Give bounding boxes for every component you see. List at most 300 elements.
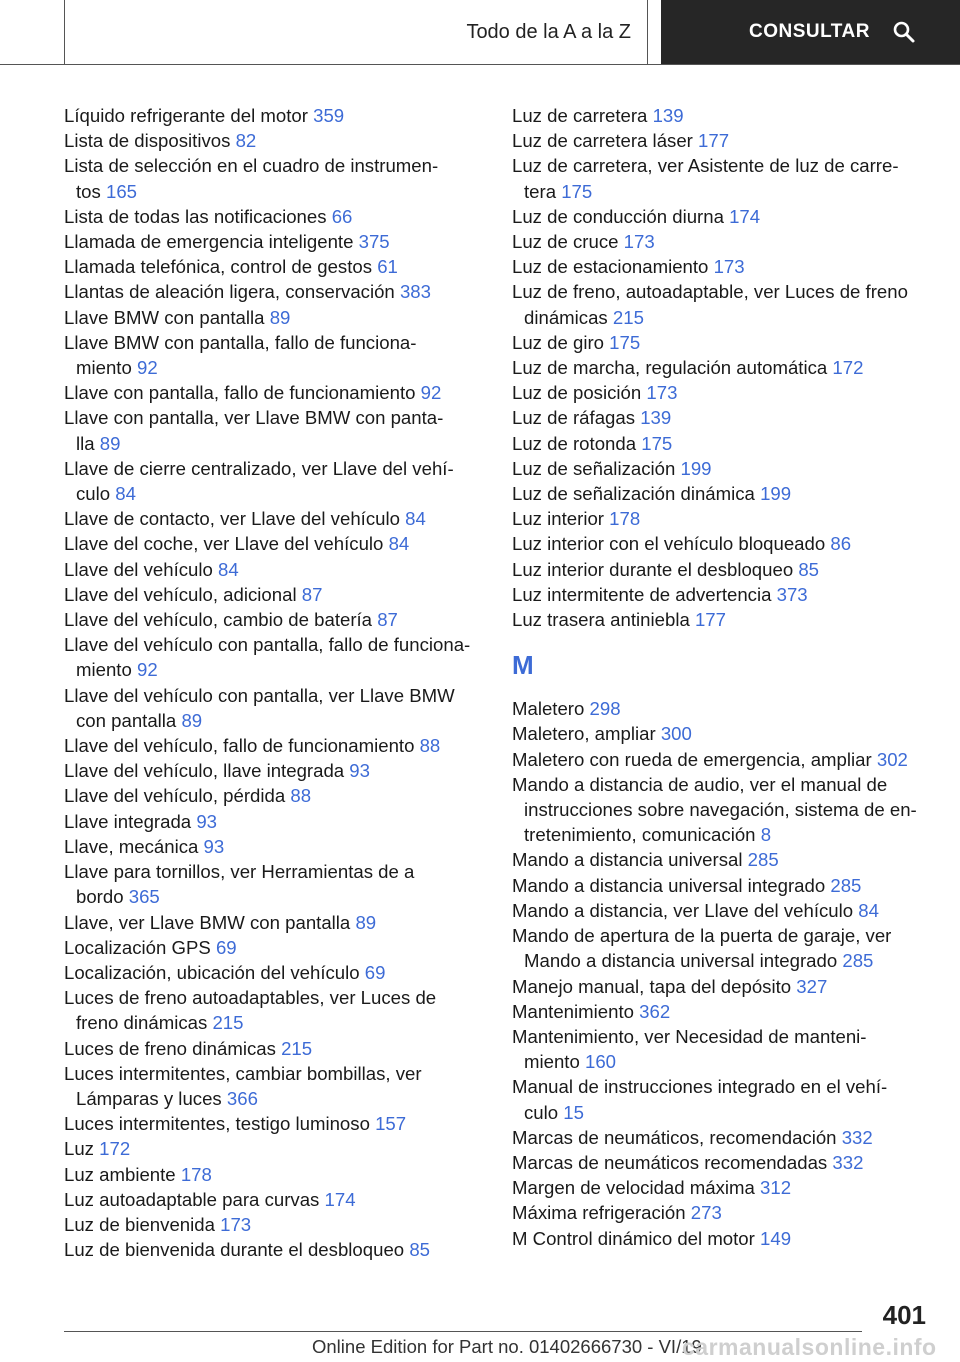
index-entry-text: Luz de rotonda — [512, 432, 637, 454]
index-entry — [512, 128, 932, 153]
index-entry — [512, 405, 932, 430]
index-entry-text: bordo — [76, 886, 124, 908]
index-entry-line — [64, 1061, 484, 1086]
index-entry — [64, 683, 484, 733]
page-link[interactable]: 175 — [561, 180, 593, 202]
index-entry — [64, 733, 484, 758]
index-entry — [64, 809, 484, 834]
index-entry-text: Luz de bienvenida — [64, 1213, 215, 1235]
page-link[interactable]: 373 — [776, 583, 808, 605]
index-entry-text: Llave del coche, ver Llave del vehículo — [64, 533, 384, 555]
index-entry — [512, 747, 932, 772]
index-entry — [64, 834, 484, 859]
page-link[interactable]: 312 — [760, 1177, 792, 1199]
index-entry-text: Luces de freno dinámicas — [64, 1037, 276, 1059]
page-link[interactable]: 85 — [798, 558, 820, 580]
index-entry-text: Margen de velocidad máxima — [512, 1177, 755, 1199]
footer-divider — [64, 1331, 862, 1332]
page-link[interactable]: 332 — [841, 1126, 873, 1148]
index-entry — [64, 456, 484, 506]
index-entry-line — [512, 153, 932, 178]
index-entry — [512, 772, 932, 848]
index-entry — [512, 557, 932, 582]
index-entry-continuation — [64, 355, 484, 380]
page-link[interactable]: 93 — [196, 810, 218, 832]
page-link[interactable]: 165 — [105, 180, 138, 202]
page-link[interactable]: 359 — [313, 105, 345, 126]
index-entry-text: Luz interior durante el desbloqueo — [512, 558, 794, 580]
index-entry-line — [64, 557, 484, 582]
index-entry-text: Llave del vehículo, llave integrada — [64, 760, 345, 782]
page-link[interactable]: 85 — [409, 1239, 430, 1261]
index-entry — [64, 128, 484, 153]
index-entry-text: Llave, mecánica — [64, 835, 199, 857]
index-entry-text: Llave del vehículo con pantalla, ver Llave BMW — [64, 684, 455, 706]
page-link[interactable]: 149 — [760, 1227, 792, 1249]
page-link[interactable]: 84 — [858, 899, 879, 921]
index-entry-text: tos — [76, 180, 101, 202]
index-entry — [512, 229, 932, 254]
index-entry-line — [64, 330, 484, 355]
index-entry-text: Luces intermitentes, testigo luminoso — [64, 1113, 370, 1135]
index-entry-text: Manual de instrucciones integrado en el vehí- — [512, 1076, 888, 1098]
index-entry-line — [64, 1187, 484, 1212]
index-entry-line — [64, 1212, 484, 1237]
index-entry-text: Luz de giro — [512, 331, 604, 353]
page-link[interactable]: 92 — [420, 382, 442, 404]
index-entry-text: Luz de bienvenida durante el desbloqueo — [64, 1239, 405, 1261]
index-entry-line — [64, 305, 484, 330]
index-entry-continuation — [512, 305, 932, 330]
index-entry — [64, 1237, 484, 1262]
page-link[interactable]: 285 — [747, 849, 779, 871]
index-entry-text: Llave para tornillos, ver Herramientas de a — [64, 861, 415, 883]
index-entry-text: Mantenimiento, ver Necesidad de manteni- — [512, 1025, 867, 1047]
index-entry — [512, 1125, 932, 1150]
index-entry — [512, 279, 932, 329]
index-entry-text: Luz de marcha, regulación automática — [512, 357, 828, 379]
search-icon — [892, 20, 916, 44]
index-entry-text: Maletero — [512, 698, 585, 720]
page-link[interactable]: 285 — [830, 874, 862, 896]
page-link[interactable]: 88 — [290, 785, 312, 807]
index-entry — [512, 380, 932, 405]
index-column-left — [64, 103, 484, 1262]
page-link[interactable]: 84 — [405, 508, 426, 530]
page-link[interactable]: 173 — [220, 1213, 252, 1235]
index-entry-text: Llave del vehículo con pantalla, fallo de funciona- — [64, 634, 471, 656]
index-entry — [64, 1061, 484, 1111]
index-entry — [512, 330, 932, 355]
index-entry-text: Llave del vehículo, fallo de funcionamiento — [64, 735, 415, 757]
index-entry — [64, 607, 484, 632]
index-entry-line — [512, 481, 932, 506]
index-entry — [512, 1175, 932, 1200]
index-entry — [512, 254, 932, 279]
page-link[interactable]: 92 — [136, 659, 158, 681]
index-entry-text: miento — [76, 659, 132, 681]
page-link[interactable]: 298 — [589, 698, 621, 720]
page-link[interactable]: 332 — [832, 1151, 864, 1173]
index-entry-line — [64, 531, 484, 556]
index-entry-text: miento — [76, 357, 132, 379]
index-entry-line — [64, 229, 484, 254]
index-entry — [512, 999, 932, 1024]
index-entry-text: Marcas de neumáticos, recomendación — [512, 1126, 837, 1148]
page-link[interactable]: 89 — [269, 306, 291, 328]
index-entry-line — [64, 758, 484, 783]
index-entry-line — [64, 632, 484, 657]
index-entry — [512, 103, 932, 128]
index-entry — [512, 355, 932, 380]
index-entry-text: Llave BMW con pantalla — [64, 306, 265, 328]
index-entry-text: Lámparas y luces — [76, 1087, 222, 1109]
page-link[interactable]: 61 — [377, 256, 398, 278]
index-entry-text: Luz interior — [512, 508, 604, 530]
index-entry-continuation — [64, 431, 484, 456]
index-entry-text: Luz de señalización — [512, 457, 676, 479]
index-entry-text: miento — [524, 1051, 580, 1073]
index-entry — [64, 531, 484, 556]
index-entry-text: Llave del vehículo, pérdida — [64, 785, 286, 807]
index-entry-text: Luz trasera antiniebla — [512, 609, 690, 631]
index-entry-text: Luz ambiente — [64, 1163, 176, 1185]
page-link[interactable]: 173 — [646, 382, 678, 404]
index-entry-text: Marcas de neumáticos recomendadas — [512, 1151, 828, 1173]
index-entry-text: Luz autoadaptable para curvas — [64, 1188, 320, 1210]
page-link[interactable]: 199 — [680, 457, 712, 479]
page-link[interactable]: 273 — [690, 1202, 722, 1224]
index-entry-line — [512, 607, 932, 632]
index-entry-line — [512, 103, 932, 128]
index-entry — [64, 254, 484, 279]
page-link[interactable]: 178 — [180, 1163, 212, 1185]
page-link[interactable]: 93 — [203, 835, 225, 857]
index-entry — [64, 305, 484, 330]
index-entry-line — [64, 1136, 484, 1161]
page-link[interactable]: 177 — [698, 130, 730, 152]
index-entry-line — [512, 923, 932, 948]
index-entry-line — [512, 1200, 932, 1225]
index-entry — [64, 632, 484, 682]
index-entry-line — [64, 405, 484, 430]
index-entry-line — [512, 898, 932, 923]
index-entry — [64, 330, 484, 380]
page-link[interactable]: 173 — [623, 231, 655, 253]
index-entry-line — [64, 859, 484, 884]
index-entry-continuation — [512, 948, 932, 973]
index-entry-text: Mando a distancia universal integrado — [512, 874, 826, 896]
index-entry-text: Luz de carretera láser — [512, 130, 693, 152]
page-link[interactable]: 366 — [226, 1087, 258, 1109]
page-link[interactable]: 174 — [729, 205, 761, 227]
index-entry — [64, 380, 484, 405]
index-entry-text: Lista de selección en el cuadro de instrumen- — [64, 155, 439, 177]
index-entry-text: Mando de apertura de la puerta de garaje, ver — [512, 925, 892, 947]
index-entry — [512, 481, 932, 506]
index-entry — [512, 974, 932, 999]
page-link[interactable]: 215 — [612, 306, 644, 328]
index-entry-line — [512, 405, 932, 430]
index-entry-line — [512, 355, 932, 380]
index-entry — [512, 506, 932, 531]
index-entry — [64, 153, 484, 203]
index-entry-line — [512, 279, 932, 304]
index-entry-line — [512, 1024, 932, 1049]
index-entry-continuation — [64, 481, 484, 506]
index-entry-line — [64, 607, 484, 632]
index-entry-line — [64, 103, 484, 128]
index-entry-text: Llave BMW con pantalla, fallo de funciona- — [64, 331, 417, 353]
page-link[interactable]: 300 — [660, 723, 692, 745]
page-link[interactable]: 84 — [388, 533, 410, 555]
page-link[interactable]: 15 — [563, 1101, 584, 1123]
index-entry-line — [512, 330, 932, 355]
index-entry-line — [512, 873, 932, 898]
index-entry-text: Máxima refrigeración — [512, 1202, 686, 1224]
index-entry-line — [512, 999, 932, 1024]
index-entry-text: Llave del vehículo, adicional — [64, 583, 297, 605]
index-entry-text: Llave de contacto, ver Llave del vehículo — [64, 508, 400, 530]
index-entry — [64, 1162, 484, 1187]
index-entry-line — [64, 910, 484, 935]
index-entry-text: Mantenimiento — [512, 1000, 634, 1022]
index-entry-text: Localización GPS — [64, 936, 211, 958]
tab-search[interactable] — [661, 0, 960, 64]
index-entry-continuation — [512, 797, 932, 822]
index-entry-line — [512, 974, 932, 999]
index-entry — [64, 960, 484, 985]
index-entry-text: Llave, ver Llave BMW con pantalla — [64, 911, 351, 933]
index-entry-line — [512, 1150, 932, 1175]
index-entry — [512, 1074, 932, 1124]
page-link[interactable]: 285 — [842, 950, 874, 972]
index-entry-line — [512, 128, 932, 153]
index-entry-line — [64, 1237, 484, 1262]
page-link[interactable]: 89 — [99, 432, 121, 454]
index-entry-line — [64, 204, 484, 229]
page-link[interactable]: 89 — [355, 911, 377, 933]
page-link[interactable]: 365 — [128, 886, 160, 908]
index-entry-line — [64, 733, 484, 758]
index-entry-text: tretenimiento, comunicación — [524, 824, 756, 846]
index-entry-line — [512, 380, 932, 405]
index-entry-continuation — [64, 708, 484, 733]
index-entry-line — [64, 506, 484, 531]
index-entry-continuation — [512, 1049, 932, 1074]
index-entry-line — [512, 696, 932, 721]
index-entry-line — [512, 229, 932, 254]
index-entry-text: Llave de cierre centralizado, ver Llave del vehí- — [64, 457, 454, 479]
index-entry-text: tera — [524, 180, 557, 202]
index-entry-line — [64, 809, 484, 834]
index-entry-text: Lista de dispositivos — [64, 130, 231, 152]
index-entry — [512, 923, 932, 973]
index-entry — [64, 1136, 484, 1161]
index-entry-text: Luz intermitente de advertencia — [512, 583, 772, 605]
index-entry-line — [64, 456, 484, 481]
index-entry-text: Maletero con rueda de emergencia, ampliar — [512, 748, 872, 770]
index-entry-line — [64, 1111, 484, 1136]
index-entry-text: Localización, ubicación del vehículo — [64, 961, 360, 983]
page-link[interactable]: 302 — [876, 748, 908, 770]
index-entry — [512, 607, 932, 632]
page-link[interactable]: 215 — [281, 1037, 313, 1059]
index-entry — [512, 721, 932, 746]
index-entry-continuation — [64, 179, 484, 204]
page-link[interactable]: 174 — [324, 1188, 356, 1210]
page-link[interactable]: 327 — [796, 975, 828, 997]
index-entry — [64, 204, 484, 229]
index-entry-line — [512, 557, 932, 582]
index-entry-text: Mando a distancia de audio, ver el manual de — [512, 773, 888, 795]
index-entry-text: Llave del vehículo — [64, 558, 213, 580]
index-entry-text: Maletero, ampliar — [512, 723, 656, 745]
index-entry-line — [64, 960, 484, 985]
index-entry — [64, 1111, 484, 1136]
index-entry-text: Mando a distancia, ver Llave del vehículo — [512, 899, 854, 921]
index-entry-continuation — [512, 822, 932, 847]
index-entry-line — [64, 153, 484, 178]
index-entry-text: dinámicas — [524, 306, 608, 328]
index-entry-line — [512, 721, 932, 746]
index-entry — [64, 935, 484, 960]
index-entry-text: lla — [76, 432, 95, 454]
index-entry — [64, 985, 484, 1035]
index-entry-line — [512, 772, 932, 797]
index-entry-text: con pantalla — [76, 709, 177, 731]
page-link[interactable]: 172 — [99, 1138, 131, 1160]
index-entry-text: Luz de señalización dinámica — [512, 483, 755, 505]
index-entry — [512, 582, 932, 607]
index-entry — [512, 531, 932, 556]
index-entry-line — [64, 380, 484, 405]
page-link[interactable]: 82 — [235, 130, 257, 152]
index-entry-line — [64, 834, 484, 859]
page-link[interactable]: 215 — [212, 1012, 244, 1034]
index-entry — [64, 103, 484, 128]
index-entry — [64, 859, 484, 909]
page-link[interactable]: 177 — [694, 609, 726, 631]
index-entry — [512, 847, 932, 872]
index-entry — [64, 1212, 484, 1237]
index-entry — [512, 898, 932, 923]
page-link[interactable]: 199 — [760, 483, 792, 505]
index-entry-line — [512, 431, 932, 456]
page-link[interactable]: 93 — [349, 760, 370, 782]
page-link[interactable]: 87 — [377, 609, 398, 631]
page-link[interactable]: 160 — [584, 1051, 617, 1073]
index-entry — [64, 758, 484, 783]
page-link[interactable]: 178 — [609, 508, 641, 530]
index-entry-text: Llamada telefónica, control de gestos — [64, 256, 373, 278]
index-entry — [512, 204, 932, 229]
tab-index-label: Todo de la A a la Z — [466, 20, 631, 43]
index-entry-line — [512, 456, 932, 481]
index-entry-text: Llave del vehículo, cambio de batería — [64, 609, 373, 631]
page-link[interactable]: 175 — [641, 432, 673, 454]
index-entry-line — [64, 279, 484, 304]
index-entry-line — [512, 1125, 932, 1150]
index-entry-line — [512, 204, 932, 229]
page-link[interactable]: 87 — [301, 583, 323, 605]
index-entry — [64, 229, 484, 254]
index-entry-line — [64, 128, 484, 153]
index-entry — [512, 153, 932, 203]
watermark: carmanualsonline.info — [682, 1334, 937, 1360]
index-entry-line — [64, 783, 484, 808]
index-entry-line — [512, 506, 932, 531]
index-entry-text: Lista de todas las notificaciones — [64, 205, 327, 227]
index-entry — [512, 431, 932, 456]
page-link[interactable]: 84 — [218, 558, 239, 580]
index-entry-text: Llave con pantalla, ver Llave BMW con panta- — [64, 407, 444, 429]
tab-index-a-z[interactable] — [64, 0, 648, 64]
index-entry-line — [512, 747, 932, 772]
page-link[interactable]: 175 — [609, 331, 641, 353]
index-entry — [512, 1226, 932, 1251]
index-entry-text: Luz de conducción diurna — [512, 205, 724, 227]
index-entry-text: Luz de carretera — [512, 105, 648, 126]
index-entry-continuation — [512, 1100, 932, 1125]
index-entry-line — [512, 1074, 932, 1099]
page-link[interactable]: 66 — [331, 205, 353, 227]
index-entry — [512, 873, 932, 898]
index-entry-text: Luz de carretera, ver Asistente de luz de carre- — [512, 155, 899, 177]
index-entry-text: Luz interior con el vehículo bloqueado — [512, 533, 826, 555]
index-entry-continuation — [64, 1010, 484, 1035]
page-link[interactable]: 89 — [181, 709, 203, 731]
page-link[interactable]: 92 — [136, 357, 158, 379]
index-entry-line — [512, 254, 932, 279]
page-link[interactable]: 173 — [713, 256, 745, 278]
index-entry-continuation — [512, 179, 932, 204]
page-link[interactable]: 69 — [215, 936, 237, 958]
index-entry-text: Luz de ráfagas — [512, 407, 636, 429]
index-entry-line — [64, 985, 484, 1010]
page-link[interactable]: 362 — [639, 1000, 671, 1022]
index-entry-line — [64, 582, 484, 607]
page-link[interactable]: 8 — [760, 824, 772, 846]
page-link[interactable]: 86 — [830, 533, 852, 555]
index-column-right — [512, 103, 932, 1251]
page-link[interactable]: 88 — [419, 735, 441, 757]
index-entry — [64, 582, 484, 607]
index-entry-text: Llantas de aleación ligera, conservación — [64, 281, 395, 303]
index-entry-continuation — [64, 1086, 484, 1111]
index-entry — [64, 783, 484, 808]
index-entry-line — [64, 254, 484, 279]
index-entry-text: Llave integrada — [64, 810, 192, 832]
index-entry-line — [64, 935, 484, 960]
index-entry-text: Luces de freno autoadaptables, ver Luces de — [64, 987, 437, 1009]
page-link[interactable]: 139 — [640, 407, 672, 429]
page-link[interactable]: 69 — [364, 961, 386, 983]
page-link[interactable]: 157 — [375, 1113, 407, 1135]
index-entry — [64, 557, 484, 582]
page-link[interactable]: 172 — [832, 357, 864, 379]
index-entry-text: culo — [524, 1101, 559, 1123]
index-entry-text: Luz de posición — [512, 382, 642, 404]
page-link[interactable]: 84 — [115, 483, 136, 505]
index-entry-line — [512, 1175, 932, 1200]
index-entry-text: Luz de freno, autoadaptable, ver Luces de freno — [512, 281, 908, 303]
page-link[interactable]: 383 — [399, 281, 431, 303]
page-link[interactable]: 375 — [358, 231, 390, 253]
index-entry — [64, 506, 484, 531]
page-link[interactable]: 139 — [652, 105, 684, 126]
index-entry-text: Mando a distancia universal — [512, 849, 743, 871]
